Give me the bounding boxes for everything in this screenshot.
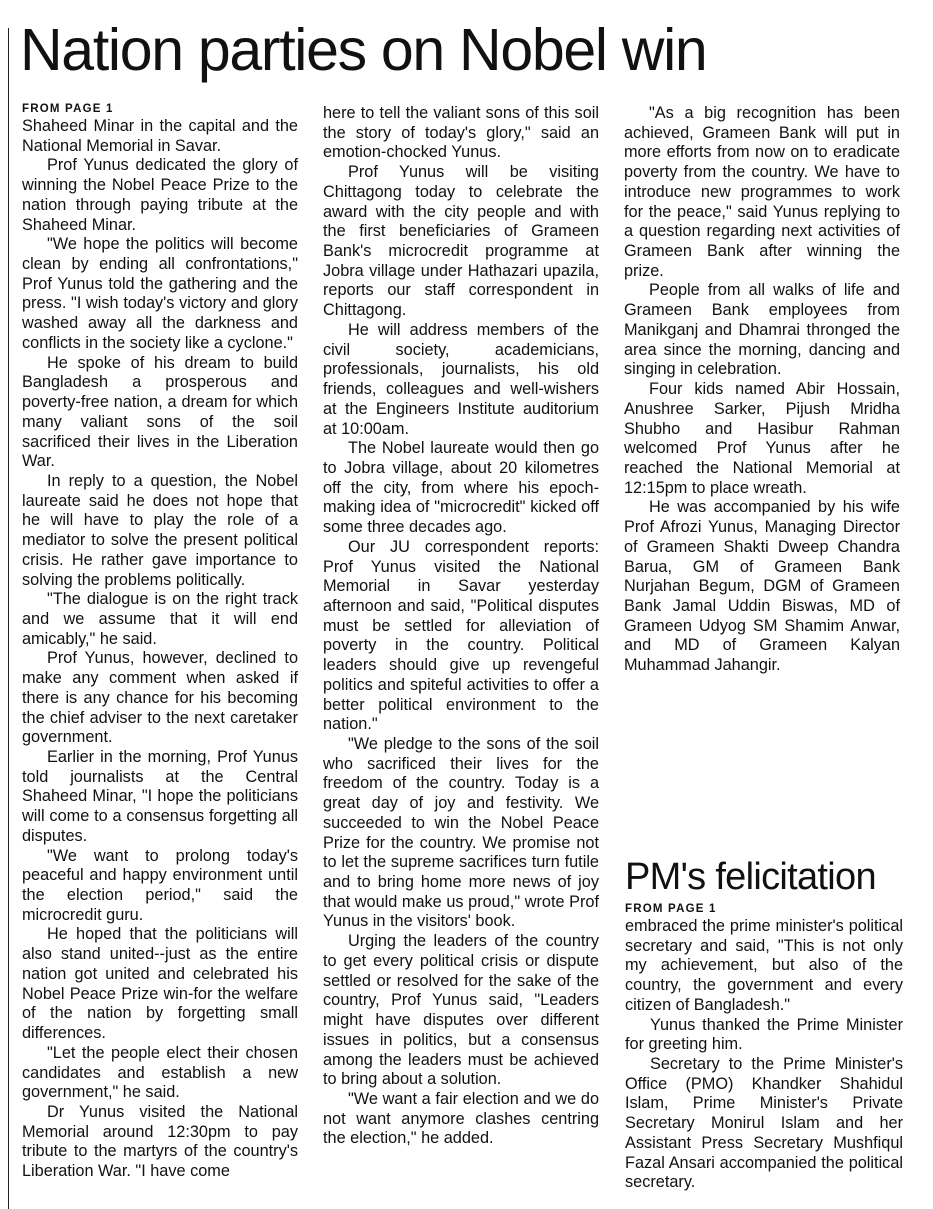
paragraph: here to tell the valiant sons of this soil the story of today's glory," said an emotion-chocked Yunus. (323, 104, 599, 162)
paragraph: The Nobel laureate would then go to Jobra village, about 20 kilometres off the city, from where his epoch-making idea of "microcredit" kicked off some three decades ago. (323, 439, 599, 537)
headline: Nation parties on Nobel win (20, 17, 707, 83)
sub-story-column (625, 902, 903, 1193)
column-rule (8, 28, 9, 1209)
paragraph: Yunus thanked the Prime Minister for greeting him. (625, 1015, 903, 1054)
from-page-kicker: FROM PAGE 1 (625, 903, 717, 915)
paragraph: Secretary to the Prime Minister's Office (PMO) Khandker Shahidul Islam, Prime Minister's Private Secretary Monirul Islam and her Assistant Press Secretary Mushfiqul Fazal Ansari accompanied the political secretary. (625, 1055, 903, 1192)
paragraph: "As a big recognition has been achieved, Grameen Bank will put in more efforts from now on to eradicate poverty from the country. We have to introduce new programmes to work for the peace," said Yunus replying to a question regarding next activities of Grameen Bank after winning the prize. (624, 104, 900, 280)
sub-story (625, 852, 905, 1193)
paragraph: "We want to prolong today's peaceful and happy environment until the election period," said the microcredit guru. (22, 846, 298, 924)
paragraph: In reply to a question, the Nobel laureate said he does not hope that he will have to play the role of a mediator to solve the present political crisis. He rather gave importance to solving the problems politically. (22, 471, 298, 589)
paragraph: Prof Yunus will be visiting Chittagong today to celebrate the award with the city people and with the first beneficiaries of Grameen Bank's microcredit programme at Jobra village under Hathazari upazila, reports our staff correspondent in Chittagong. (323, 163, 599, 320)
paragraph: People from all walks of life and Grameen Bank employees from Manikganj and Dhamrai thronged the area since the morning, dancing and singing in celebration. (624, 281, 900, 379)
paragraph: "We pledge to the sons of the soil who sacrificed their lives for the freedom of the country. Today is a great day of joy and festivity. We succeeded to win the Nobel Peace Prize for the country. We promise not to let the supreme sacrifices turn futile and to bring home more news of joy that would make us proud," wrote Prof Yunus in the visitors' book. (323, 735, 599, 931)
paragraph: Prof Yunus dedicated the glory of winning the Nobel Peace Prize to the nation through paying tribute at the Shaheed Minar. (22, 156, 298, 234)
paragraph: He hoped that the politicians will also stand united--just as the entire nation got united and celebrated his Nobel Peace Prize win-for the welfare of the nation by forgetting small differences. (22, 925, 298, 1043)
paragraph: He spoke of his dream to build Bangladesh a prosperous and poverty-free nation, a dream for which many valiant sons of the soil sacrificed their lives in the Liberation War. (22, 353, 298, 471)
article-column-3 (624, 104, 900, 676)
sub-headline: PM's felicitation (625, 856, 876, 898)
article-column-1 (22, 102, 298, 1182)
paragraph: embraced the prime minister's political secretary and said, "This is not only my achievement, but also of the country, the government and every citizen of Bangladesh." (625, 917, 903, 1014)
paragraph: "The dialogue is on the right track and we assume that it will end amicably," he said. (22, 590, 298, 648)
paragraph: "We want a fair election and we do not want anymore clashes centring the election," he added. (323, 1089, 599, 1148)
article-column-2 (323, 104, 599, 1149)
paragraph: Prof Yunus, however, declined to make any comment when asked if there is any chance for his becoming the chief adviser to the next caretaker government. (22, 649, 298, 747)
paragraph: "Let the people elect their chosen candidates and establish a new government," he said. (22, 1043, 298, 1102)
paragraph: Earlier in the morning, Prof Yunus told journalists at the Central Shaheed Minar, "I hope the politicians will come to a consensus forgetting all disputes. (22, 748, 298, 845)
paragraph: Dr Yunus visited the National Memorial around 12:30pm to pay tribute to the martyrs of the country's Liberation War. "I have come (22, 1102, 298, 1181)
paragraph: Four kids named Abir Hossain, Anushree Sarker, Pijush Mridha Shubho and Hasibur Rahman welcomed Prof Yunus after he reached the National Memorial at 12:15pm to place wreath. (624, 380, 900, 497)
paragraph: Urging the leaders of the country to get every political crisis or dispute settled or resolved for the sake of the country, Prof Yunus said, "Leaders might have disputes over different issues in politics, but a consensus among the leaders must be achieved to bring about a solution. (323, 932, 599, 1089)
paragraph: He was accompanied by his wife Prof Afrozi Yunus, Managing Director of Grameen Shakti Dweep Chandra Barua, GM of Grameen Bank Nurjahan Begum, DGM of Grameen Bank Jamal Uddin Biswas, MD of Grameen Udyog SM Shamim Anwar, and MD of Grameen Kalyan Muhammad Jahangir. (624, 498, 900, 675)
paragraph: He will address members of the civil society, academicians, professionals, journalists, his old friends, colleagues and well-wishers at the Engineers Institute auditorium at 10:00am. (323, 320, 599, 438)
paragraph: "We hope the politics will become clean by ending all confrontations," Prof Yunus told the gathering and the press. "I wish today's victory and glory washed away all the darkness and conflicts in the society like a cyclone." (22, 235, 298, 352)
from-page-kicker: FROM PAGE 1 (22, 103, 114, 115)
paragraph: Shaheed Minar in the capital and the National Memorial in Savar. (22, 117, 298, 155)
paragraph: Our JU correspondent reports: Prof Yunus visited the National Memorial in Savar yesterday afternoon and said, "Political disputes must be settled for alleviation of poverty in the country. Political leaders should give up revengeful politics and spiteful activities to offer a better political environment to the nation." (323, 537, 599, 734)
